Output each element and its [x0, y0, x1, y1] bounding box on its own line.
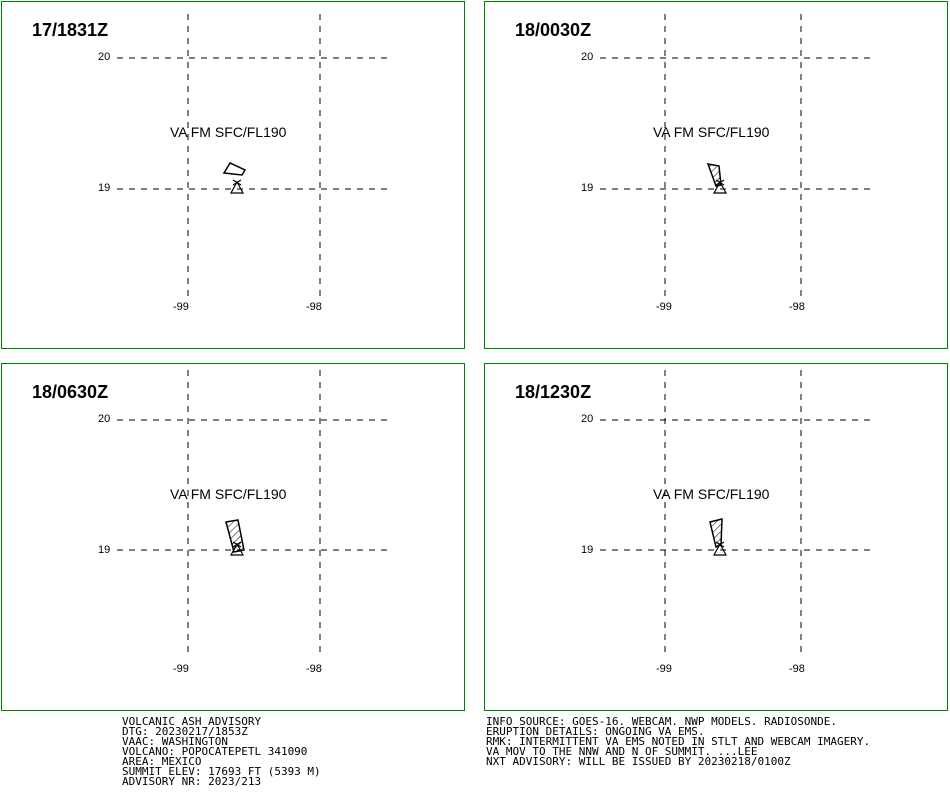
- panel-map: [2, 364, 466, 712]
- lat-label-20: 20: [581, 51, 594, 63]
- lon-label-98: -98: [306, 663, 322, 675]
- advisory-line: VOLCANO: POPOCATEPETL 341090: [122, 745, 308, 758]
- ash-layer-label: VA FM SFC/FL190: [170, 486, 287, 502]
- advisory-line: VOLCANIC ASH ADVISORY: [122, 715, 262, 728]
- advisory-line: VAAC: WASHINGTON: [122, 735, 228, 748]
- lat-label-20: 20: [98, 413, 111, 425]
- valid-time: 18/0030Z: [515, 20, 592, 40]
- volcano-icon: [231, 180, 243, 193]
- lon-label-98: -98: [789, 301, 805, 313]
- lat-label-19: 19: [581, 182, 594, 194]
- panel-map: [485, 2, 949, 350]
- panel-map: [2, 2, 466, 350]
- ash-cloud-polygon: [710, 519, 722, 547]
- advisory-header-text: [122, 717, 321, 787]
- lon-label-98: -98: [306, 301, 322, 313]
- advisory-line: NXT ADVISORY: WILL BE ISSUED BY 20230218/0100Z: [486, 755, 791, 768]
- lon-label-99: -99: [173, 663, 189, 675]
- advisory-line: ADVISORY NR: 2023/213: [122, 775, 262, 788]
- lat-label-20: 20: [98, 51, 111, 63]
- valid-time: 17/1831Z: [32, 20, 109, 40]
- valid-time: 18/0630Z: [32, 382, 109, 402]
- valid-time: 18/1230Z: [515, 382, 592, 402]
- advisory-line: SUMMIT ELEV: 17693 FT (5393 M): [122, 765, 321, 778]
- lat-label-19: 19: [98, 544, 111, 556]
- lon-label-98: -98: [789, 663, 805, 675]
- lon-label-99: -99: [656, 301, 672, 313]
- ash-cloud-polygon: [224, 163, 245, 175]
- ash-layer-label: VA FM SFC/FL190: [653, 124, 770, 140]
- forecast-panel-4: [484, 363, 948, 711]
- lon-label-99: -99: [173, 301, 189, 313]
- advisory-line: AREA: MEXICO: [122, 755, 202, 768]
- lat-label-19: 19: [581, 544, 594, 556]
- ash-layer-label: VA FM SFC/FL190: [170, 124, 287, 140]
- lat-label-20: 20: [581, 413, 594, 425]
- ash-layer-label: VA FM SFC/FL190: [653, 486, 770, 502]
- advisory-line: ERUPTION DETAILS: ONGOING VA EMS.: [486, 725, 705, 738]
- advisory-remarks-text: [486, 717, 870, 767]
- lat-label-19: 19: [98, 182, 111, 194]
- lon-label-99: -99: [656, 663, 672, 675]
- advisory-line: RMK: INTERMITTENT VA EMS NOTED IN STLT AND WEBCAM IMAGERY.: [486, 735, 871, 748]
- forecast-panel-2: [484, 1, 948, 349]
- advisory-line: DTG: 20230217/1853Z: [122, 725, 248, 738]
- advisory-line: VA MOV TO THE NNW AND N OF SUMMIT. ...LEE: [486, 745, 758, 758]
- forecast-panel-1: [1, 1, 465, 349]
- advisory-line: INFO SOURCE: GOES-16. WEBCAM. NWP MODELS. RADIOSONDE.: [486, 715, 837, 728]
- panel-map: [485, 364, 949, 712]
- forecast-panel-3: [1, 363, 465, 711]
